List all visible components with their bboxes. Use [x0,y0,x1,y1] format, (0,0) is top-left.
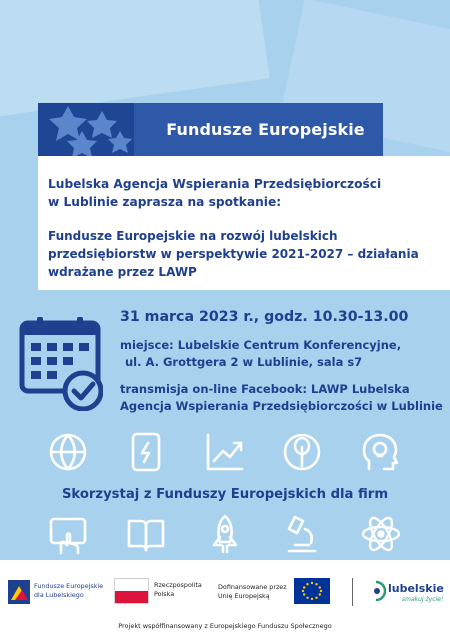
invitation-text [48,175,443,211]
open-book-icon [125,513,167,555]
pl-logo-line: Rzeczpospolita [154,581,202,589]
microscope-icon [281,513,323,555]
eu-stars-icon [38,103,134,156]
eu-logo-line: Unię Europejską [218,592,270,600]
tree-icon [281,431,323,473]
tablet-hand-icon [47,513,89,555]
fe-logo-line: Fundusze Europejskie [34,582,104,590]
lubelskie-region-logo [372,578,446,610]
globe-icon [47,431,89,473]
cofinancing-note: Projekt współfinansowany z Europejskiego Funduszu Społecznego [118,622,332,630]
place-line: ul. A. Grottgera 2 w Lublinie, sala s7 [125,355,363,369]
event-online-stream [120,381,445,415]
calendar-check-icon [19,317,103,411]
atom-icon [360,513,402,555]
rocket-icon [204,513,246,555]
pl-logo-line: Polska [154,590,175,598]
online-line: Agencja Wspierania Przedsiębiorczości w Lublinie [120,399,443,413]
icon-row-bottom [0,513,450,555]
header-title: Fundusze Europejskie [166,120,365,139]
polish-flag-icon [114,578,149,604]
topic-line: przedsiębiorstw w perspektywie 2021-2027 – działania [48,247,419,261]
online-line: transmisja on-line Facebook: LAWP Lubelska [120,382,410,396]
fe-lubelskie-logo [8,578,106,610]
header-band [38,103,383,156]
eu-cofinancing-logo [218,578,330,610]
logo-separator [352,578,353,606]
fe-logo-line: dla Lubelskiego [34,591,84,599]
event-details [120,307,445,415]
eu-stars-emblem [38,103,134,156]
topic-line: wdrażane przez LAWP [48,265,197,279]
place-line: miejsce: Lubelskie Centrum Konferencyjne, [120,338,402,352]
growth-chart-icon [204,431,246,473]
invitation-line: Lubelska Agencja Wspierania Przedsiębiorczości [48,177,382,191]
call-to-action: Skorzystaj z Funduszy Europejskich dla firm [61,487,389,502]
eu-logo-line: Dofinansowane przez [218,583,287,591]
meeting-topic [48,227,443,281]
eu-flag-icon [294,578,330,604]
fe-logo-icon [8,580,30,604]
idea-head-icon [360,431,402,473]
icon-row-top [0,431,450,473]
event-date-time: 31 marca 2023 r., godz. 10.30-13.00 [120,309,409,325]
topic-line: Fundusze Europejskie na rozwój lubelskich [48,229,338,243]
lubelskie-mark-icon [372,580,388,602]
lubelskie-slogan: smakuj życie! [402,596,444,603]
event-place [120,337,445,371]
lubelskie-name: lubelskie [388,582,444,595]
phone-charging-icon [125,431,167,473]
invitation-line: w Lublinie zaprasza na spotkanie: [48,195,282,209]
rzeczpospolita-logo [114,578,214,610]
invitation-panel [38,156,450,290]
